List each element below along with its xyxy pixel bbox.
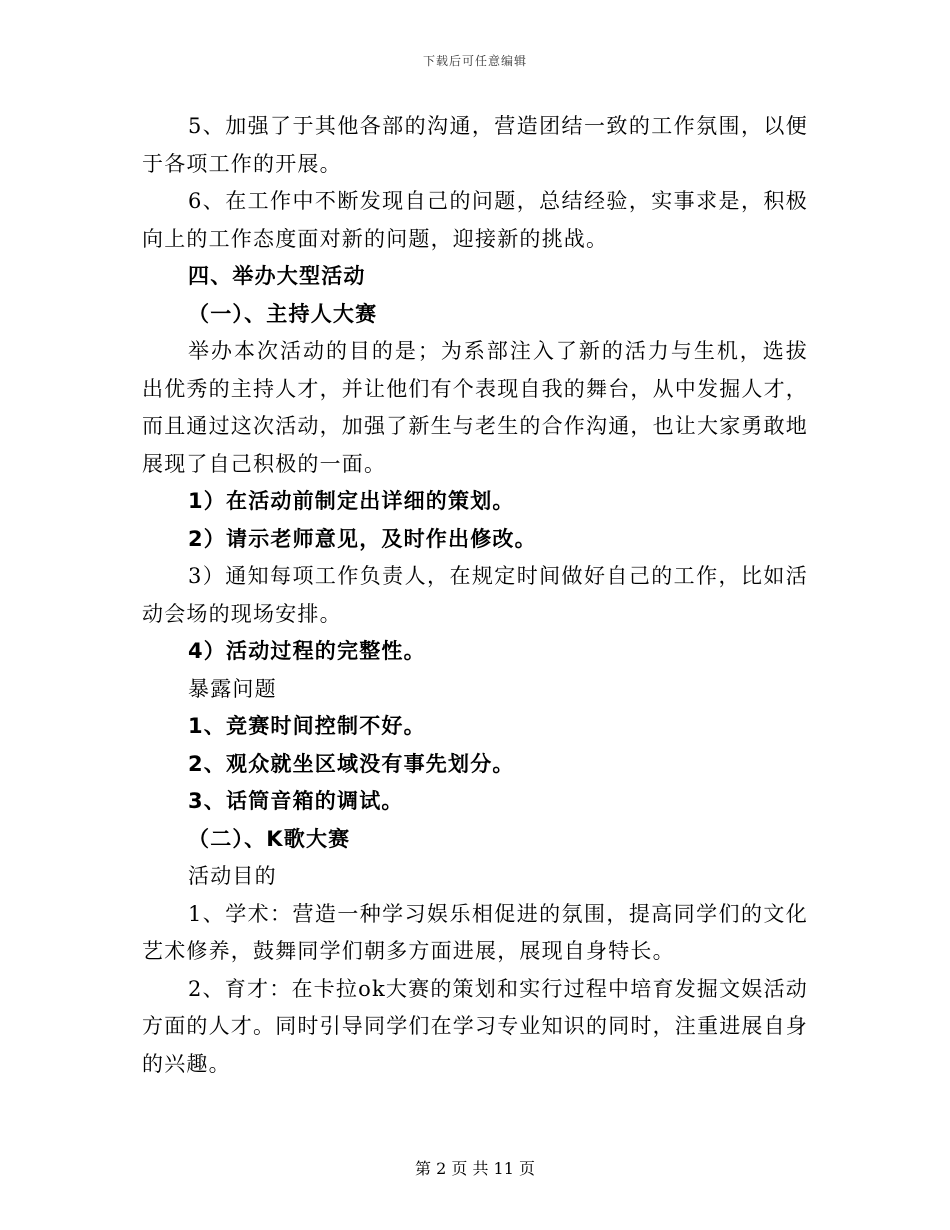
problem-item-3: 3、话筒音箱的调试。 xyxy=(188,789,404,813)
list-item-3: 3）通知每项工作负责人，在规定时间做好自己的工作，比如活动会场的现场安排。 xyxy=(142,564,808,626)
list-item-2: 2）请示老师意见，及时作出修改。 xyxy=(188,526,537,551)
list-item-4: 4）活动过程的完整性。 xyxy=(188,639,426,663)
activity-purpose-heading: 活动目的 xyxy=(188,864,277,888)
page-header-note: 下载后可任意编辑 xyxy=(422,54,527,68)
paragraph-purpose: 举办本次活动的目的是；为系部注入了新的活力与生机，选拔出优秀的主持人才，并让他们有个表现自我的舞台，从中发掘人才，而且通过这次活动，加强了新生与老生的合作沟通，也让大家勇敢地展现了自己积极的一面。 xyxy=(142,339,808,476)
problem-item-2: 2、观众就坐区域没有事先划分。 xyxy=(188,751,515,776)
problems-heading: 暴露问题 xyxy=(188,676,277,701)
problem-item-1: 1、竞赛时间控制不好。 xyxy=(188,714,426,738)
purpose-item-2: 2、育才：在卡拉ok大赛的策划和实行过程中培育发掘文娱活动方面的人才。同时引导同学们在学习专业知识的同时，注重进展自身的兴趣。 xyxy=(142,976,808,1076)
section-heading-4: 四、举办大型活动 xyxy=(188,264,366,288)
subsection-heading-host-contest: （一）、主持人大赛 xyxy=(188,301,378,326)
list-item-1: 1）在活动前制定出详细的策划。 xyxy=(188,489,515,513)
purpose-item-1: 1、学术：营造一种学习娱乐相促进的氛围，提高同学们的文化艺术修养，鼓舞同学们朝多方面进展，展现自身特长。 xyxy=(142,901,808,963)
paragraph-2: 6、在工作中不断发现自己的问题，总结经验，实事求是，积极向上的工作态度面对新的问题，迎接新的挑战。 xyxy=(142,189,808,251)
subsection-heading-k-song: （二）、K歌大赛 xyxy=(188,826,351,851)
paragraph-1: 5、加强了于其他各部的沟通，营造团结一致的工作氛围，以便于各项工作的开展。 xyxy=(142,114,808,176)
page-number-footer: 第 2 页 共 11 页 xyxy=(415,1159,535,1178)
document-body xyxy=(142,108,808,1083)
